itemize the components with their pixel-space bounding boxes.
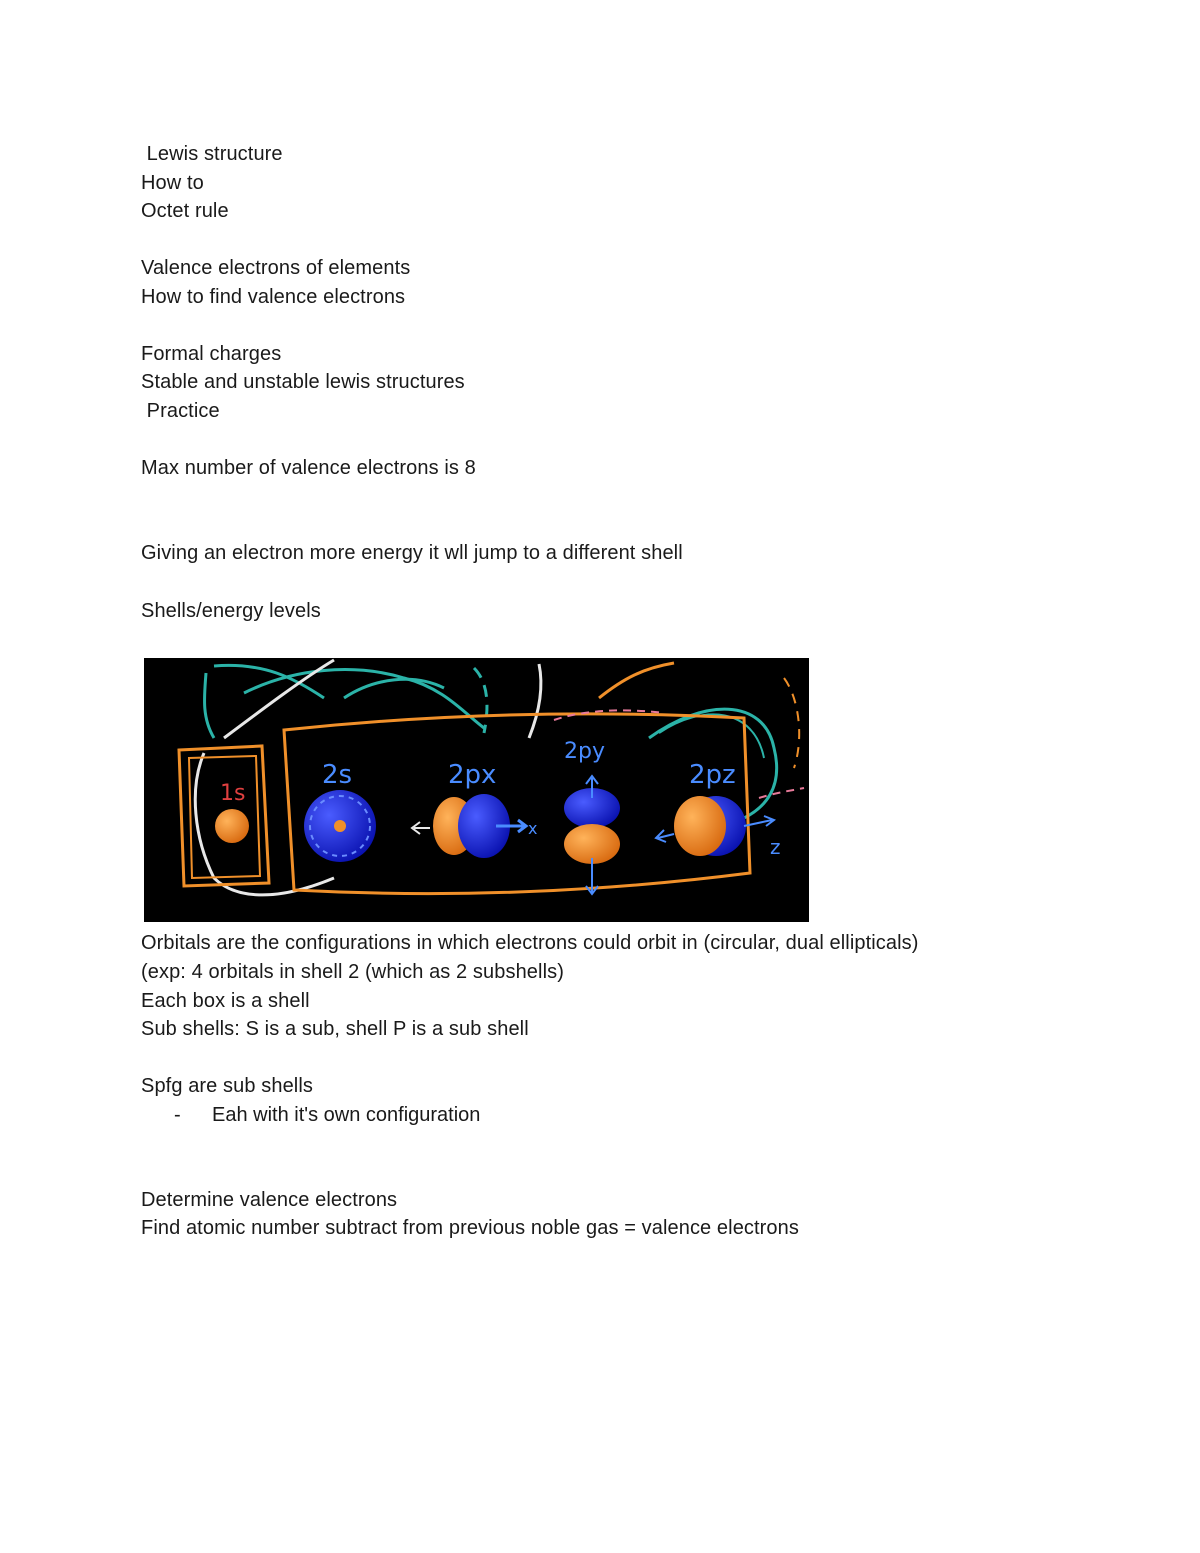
label-2pz: 2pz [689,760,736,790]
note-line: Lewis structure [141,143,283,165]
note-line: Giving an electron more energy it wll jump to a different shell [141,542,683,564]
bullet-text: Eah with it's own configuration [212,1104,481,1126]
note-line: How to find valence electrons [141,286,406,308]
note-line: Orbitals are the configurations in which electrons could orbit in (circular, dual ellipticals) [141,932,919,954]
orbitals-figure [144,658,809,922]
note-line: Octet rule [141,200,229,222]
note-line: Stable and unstable lewis structures [141,371,465,393]
label-1s: 1s [220,781,246,806]
label-2px: 2px [448,760,497,790]
note-line: How to [141,172,204,194]
note-line: Spfg are sub shells [141,1075,313,1097]
orbital-1s [215,809,249,843]
orbital-2pz-lobe-a [674,796,726,856]
note-line: Max number of valence electrons is 8 [141,457,476,479]
bullet-dash: - [174,1104,181,1126]
note-line: Valence electrons of elements [141,257,411,279]
note-line: Practice [141,400,220,422]
note-line: Determine valence electrons [141,1189,398,1211]
axis-z-label: z [770,835,781,859]
note-line: Find atomic number subtract from previous noble gas = valence electrons [141,1217,799,1239]
note-line: Sub shells: S is a sub, shell P is a sub shell [141,1018,529,1040]
axis-x-label: x [528,819,538,838]
label-2py: 2py [564,739,605,764]
label-2s: 2s [322,760,353,790]
note-line: Each box is a shell [141,990,310,1012]
note-line: Shells/energy levels [141,600,321,622]
note-line: Formal charges [141,343,282,365]
note-line: (exp: 4 orbitals in shell 2 (which as 2 subshells) [141,961,564,983]
